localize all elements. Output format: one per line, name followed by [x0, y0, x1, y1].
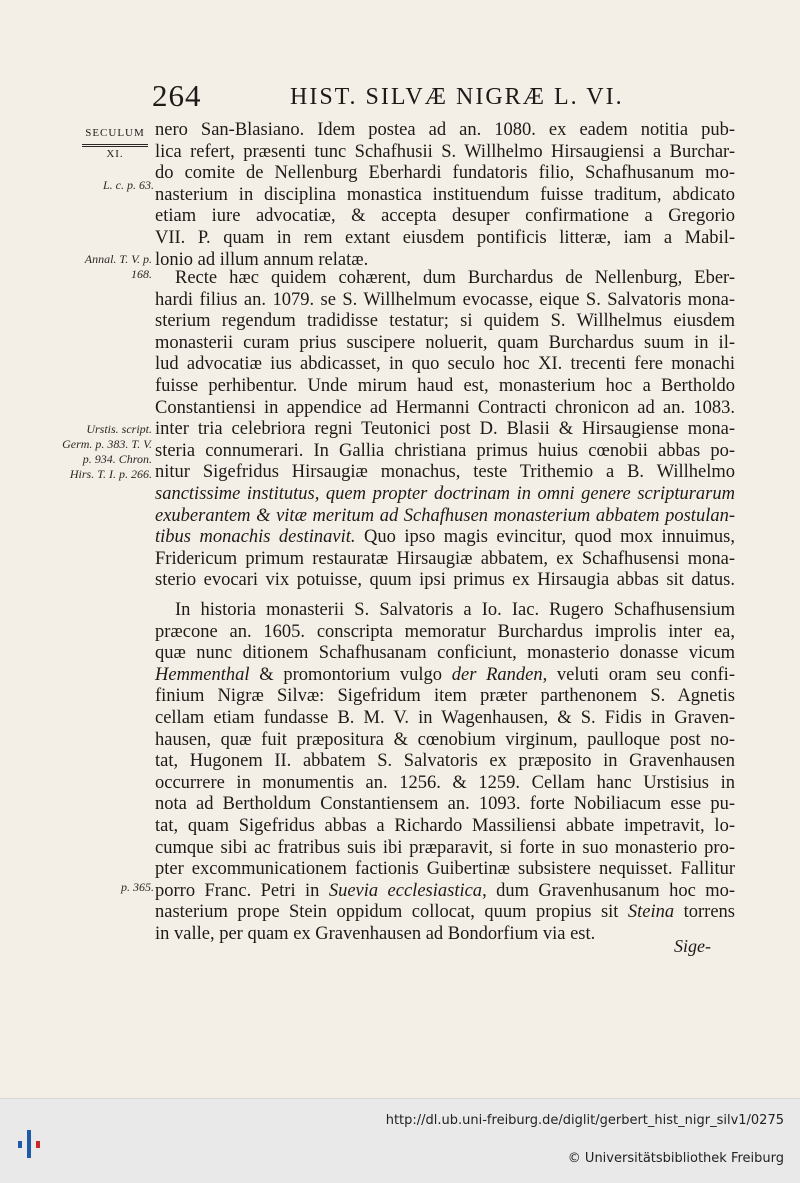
roman-fragment: , veluti oram seu confi-: [542, 664, 735, 685]
text-line: pter excommunicationem factionis Guibertinæ subsistere nequisset. Fallitur: [155, 859, 735, 880]
margin-note: Urstis. script. Germ. p. 383. T. V. p. 934. Chron. Hirs. T. I. p. 266.: [62, 422, 152, 481]
text-line-mixed: [155, 527, 735, 549]
margin-note: p. 365.: [121, 880, 154, 894]
roman-fragment: porro Franc. Petri in: [155, 880, 329, 901]
text-line: etiam iure advocatiæ, & accepta desuper confirmatione a Gregorio: [155, 206, 735, 227]
seculum-marker: [76, 126, 154, 162]
text-line: hardi filius an. 1079. se S. Willhelmum evocasse, eique S. Salvatoris mona-: [155, 289, 735, 310]
text-line: cellam etiam fundasse B. M. V. in Wagenhausen, & S. Fidis in Graven-: [155, 707, 735, 728]
text-line: nota ad Bertholdum Constantiensem an. 1093. forte Nobiliacum esse pu-: [155, 794, 735, 815]
text-line: nasterium in disciplina monastica instituendum fuisse traditum, abdicato: [155, 184, 735, 205]
text-line: fuisse perhibentur. Unde mirum haud est, monasterium hoc a Bertholdo: [155, 375, 735, 396]
text-line: in valle, per quam ex Gravenhausen ad Bondorfium via est.: [155, 923, 596, 944]
seculum-numeral: XI.: [106, 148, 124, 160]
roman-fragment: Quo ipso magis evincitur, quod mox innuimus,: [355, 527, 735, 548]
margin-note: Annal. T. V. p. 168.: [84, 252, 152, 281]
running-title: HIST. SILVÆ NIGRÆ L. VI.: [290, 84, 624, 110]
text-line-mixed: [155, 665, 735, 687]
viewer-footer: [0, 1098, 800, 1183]
margin-note: L. c. p. 63.: [103, 178, 154, 192]
text-line: monasterii curam prius suscipere noluerit, quam Burchardus suum in il-: [155, 332, 735, 353]
library-logo-icon: [14, 1128, 44, 1160]
text-line-italic: sanctissime institutus, quem propter doctrinam in omni genere scripturarum: [155, 483, 735, 504]
text-line: Fridericum primum restauratæ Hirsaugiæ abbatem, ex Schafhusensi mona-: [155, 548, 735, 569]
italic-fragment: Hemmenthal: [155, 664, 250, 685]
roman-fragment: torrens: [674, 902, 735, 923]
page-header: [150, 78, 740, 114]
text-line-mixed: [155, 902, 735, 924]
paragraph-3: [155, 600, 735, 946]
text-line: nero San-Blasiano. Idem postea ad an. 1080. ex eadem notitia pub-: [155, 120, 735, 140]
text-line: tat, Hugonem II. abbatem S. Salvatoris ex præposito in Gravenhausen: [155, 751, 735, 772]
page-number: 264: [152, 78, 202, 113]
roman-fragment: & promontorium vulgo: [249, 664, 452, 685]
italic-fragment: der Randen: [451, 664, 543, 685]
italic-fragment: Steina: [627, 902, 675, 923]
text-line: finium Nigræ Silvæ: Sigefridum item præter parthenonem S. Agnetis: [155, 686, 735, 707]
italic-fragment: tibus monachis destinavit.: [155, 527, 356, 548]
catchword: Sige-: [674, 936, 711, 956]
text-line: nitur Sigefridus Hirsaugiæ monachus, teste Trithemio a B. Willhelmo: [155, 462, 735, 483]
text-line: tat, quam Sigefridus abbas a Richardo Massiliensi abbate impetravit, lo-: [155, 815, 735, 836]
paragraph-1: [155, 120, 735, 271]
text-line: Recte hæc quidem cohærent, dum Burchardus de Nellenburg, Eber-: [175, 268, 735, 288]
paragraph-2: [155, 268, 735, 592]
text-line-italic: exuberantem & vitæ meritum ad Schafhusen monasterium abbatem postulan-: [155, 505, 735, 526]
text-line: occurrere in monumentis an. 1256. & 1259. Cellam hanc Urstisius in: [155, 772, 735, 793]
text-line: lonio ad illum annum relatæ.: [155, 249, 369, 270]
seculum-label: SECULUM: [85, 127, 145, 139]
text-line-mixed: [155, 881, 735, 903]
text-line: cumque sibi ac fratribus suis ibi præparavit, si forte in suo monasterio pro-: [155, 837, 735, 858]
text-line: steria connumerari. In Gallia christiana primus huius cœnobii abbas po-: [155, 440, 735, 461]
text-line: In historia monasterii S. Salvatoris a Io. Iac. Rugero Schafhusensium: [175, 600, 735, 620]
italic-fragment: Suevia ecclesiastica: [328, 880, 483, 901]
text-line: VII. P. quam in rem extant eiusdem pontificis litteræ, iam a Mabil-: [155, 227, 735, 248]
permalink[interactable]: http://dl.ub.uni-freiburg.de/diglit/gerbert_hist_nigr_silv1/0275: [385, 1113, 784, 1128]
text-line: præcone an. 1605. conscripta memoratur Burchardus improlis inter ea,: [155, 621, 735, 642]
text-line: Constantiensi in appendice ad Hermanni Contracti chronicon ad an. 1083.: [155, 397, 735, 418]
text-line: hausen, quæ fuit præpositura & cœnobium virginum, paulloque post no-: [155, 729, 735, 750]
text-line: inter tria celebriora regni Teutonici post D. Blasii & Hirsaugiense mona-: [155, 419, 735, 440]
roman-fragment: nasterium prope Stein oppidum collocat, quum propius sit: [155, 902, 628, 923]
text-line: sterium regendum tradidisse testatur; si quidem S. Willhelmus eiusdem: [155, 311, 735, 332]
text-line: lica refert, præsenti tunc Schafhusii S. Willhelmo Hirsaugiensi a Burchar-: [155, 141, 735, 162]
copyright-credit: © Universitätsbibliothek Freiburg: [567, 1151, 784, 1166]
roman-fragment: , dum Gravenhusanum hoc mo-: [482, 880, 735, 901]
text-line: lud advocatiæ ius abdicasset, in quo seculo hoc XI. trecenti fere monachi: [155, 354, 735, 375]
text-line: do comite de Nellenburg Eberhardi fundatoris filio, Schafhusanum mo-: [155, 163, 735, 184]
text-line: sterio evocari vix potuisse, quum ipsi primus ex Hirsaugia abbas sit datus.: [155, 570, 735, 591]
text-line: quæ nunc ditionem Schafhusanam conficiunt, monasterio donasse vicum: [155, 643, 735, 664]
